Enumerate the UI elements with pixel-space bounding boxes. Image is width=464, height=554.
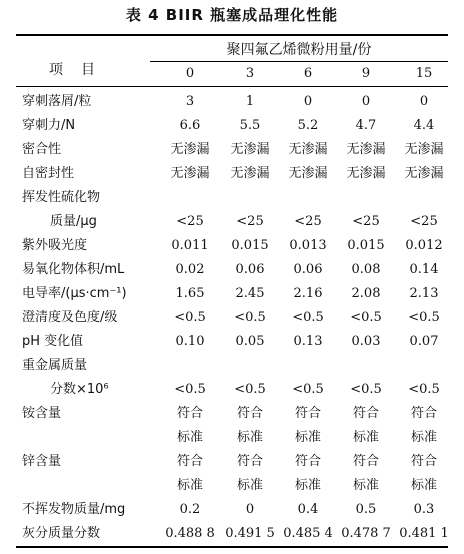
cell-value: <25 [294, 214, 322, 229]
cell-value: 0.03 [351, 334, 381, 349]
cell-value: 1.65 [175, 286, 205, 301]
cell-value: 符合 [294, 406, 321, 421]
table-row [16, 378, 448, 402]
cell-value: 标准 [294, 478, 321, 493]
cell-value: 0 [303, 94, 313, 109]
row-label: 电导率/(μs·cm⁻¹) [22, 286, 127, 301]
header-level: 9 [361, 66, 371, 81]
cell-value: <25 [176, 214, 204, 229]
header-level: 15 [415, 66, 433, 81]
row-label: 铵含量 [22, 406, 62, 421]
cell-value: 符合 [236, 454, 263, 469]
header-levels-row [16, 62, 448, 86]
cell-value: 符合 [176, 406, 203, 421]
cell-value [220, 186, 280, 210]
table-row [16, 258, 448, 282]
cell-value: 符合 [410, 406, 437, 421]
row-label: 重金属质量 [22, 358, 88, 373]
cell-value: 无渗漏 [288, 142, 328, 157]
cell-value: 0.015 [347, 238, 385, 253]
cell-value: 5.5 [239, 118, 261, 133]
table-row [16, 474, 448, 498]
cell-value: 0.02 [175, 262, 205, 277]
cell-value: 0.013 [289, 238, 327, 253]
cell-value: 无渗漏 [346, 142, 386, 157]
cell-value: 2.13 [409, 286, 439, 301]
header-level: 6 [303, 66, 313, 81]
row-label: 穿刺落屑/粒 [22, 94, 92, 109]
table-row [16, 186, 448, 210]
cell-value: 标准 [410, 478, 437, 493]
cell-value: 0.05 [235, 334, 265, 349]
row-label: 分数×10⁶ [50, 382, 109, 397]
cell-value [278, 186, 338, 210]
table-row [16, 90, 448, 114]
row-label: 锌含量 [22, 454, 62, 469]
row-label: 不挥发物质量/mg [22, 502, 126, 517]
cell-value: <0.5 [350, 382, 382, 397]
cell-value: 5.2 [297, 118, 319, 133]
cell-value [394, 186, 454, 210]
row-label: pH 变化值 [22, 334, 84, 349]
cell-value: 无渗漏 [404, 142, 444, 157]
cell-value: 0.06 [235, 262, 265, 277]
cell-value: 0.07 [409, 334, 439, 349]
cell-value: 2.45 [235, 286, 265, 301]
table-caption: 表 4 BIIR 瓶塞成品理化性能 [125, 6, 339, 24]
table-row [16, 138, 448, 162]
cell-value: <25 [236, 214, 264, 229]
table-row [16, 354, 448, 378]
cell-value: 标准 [176, 430, 203, 445]
cell-value: 0.015 [231, 238, 269, 253]
cell-value [336, 354, 396, 378]
cell-value: 标准 [352, 478, 379, 493]
cell-value: <0.5 [292, 382, 324, 397]
top-rule [16, 34, 448, 36]
cell-value: 0.481 1 [399, 526, 449, 541]
cell-value: 符合 [176, 454, 203, 469]
header-project: 项目 [49, 62, 113, 78]
cell-value [160, 354, 220, 378]
table-row [16, 162, 448, 186]
cell-value: 0.08 [351, 262, 381, 277]
cell-value: <25 [410, 214, 438, 229]
cell-value: 0.485 4 [283, 526, 333, 541]
cell-value: 符合 [236, 406, 263, 421]
table-row [16, 330, 448, 354]
cell-value: 1 [245, 94, 255, 109]
row-label: 澄清度及色度/级 [22, 310, 118, 325]
cell-value: 0.2 [179, 502, 201, 517]
row-label: 质量/μg [50, 214, 97, 229]
cell-value: 0.488 8 [165, 526, 215, 541]
cell-value: 0.4 [297, 502, 319, 517]
row-label: 挥发性硫化物 [22, 190, 101, 205]
cell-value: 无渗漏 [288, 166, 328, 181]
table-row [16, 114, 448, 138]
table-row [16, 426, 448, 450]
table-row [16, 306, 448, 330]
cell-value: <0.5 [174, 382, 206, 397]
table-row [16, 234, 448, 258]
cell-value: 符合 [294, 454, 321, 469]
bottom-rule [16, 546, 448, 548]
cell-value: 0.06 [293, 262, 323, 277]
cell-value: 无渗漏 [170, 142, 210, 157]
cell-value: 标准 [410, 430, 437, 445]
cell-value: 0.13 [293, 334, 323, 349]
cell-value: <0.5 [292, 310, 324, 325]
row-label: 穿刺力/N [22, 118, 76, 133]
cell-value: 符合 [352, 454, 379, 469]
table-row [16, 450, 448, 474]
cell-value: 0.14 [409, 262, 439, 277]
cell-value: 符合 [410, 454, 437, 469]
cell-value: 0.5 [355, 502, 377, 517]
cell-value: 标准 [294, 430, 321, 445]
cell-value: 无渗漏 [230, 142, 270, 157]
cell-value: 标准 [176, 478, 203, 493]
cell-value: <0.5 [234, 382, 266, 397]
table-row [16, 282, 448, 306]
cell-value: 0.478 7 [341, 526, 391, 541]
cell-value: 2.16 [293, 286, 323, 301]
header-level: 3 [245, 66, 255, 81]
cell-value: 3 [185, 94, 195, 109]
cell-value [160, 186, 220, 210]
cell-value: <0.5 [174, 310, 206, 325]
cell-value: 4.4 [413, 118, 435, 133]
cell-value: <0.5 [408, 382, 440, 397]
row-label: 自密封性 [22, 166, 75, 181]
cell-value [278, 354, 338, 378]
table-row [16, 522, 448, 546]
row-label: 易氧化物体积/mL [22, 262, 125, 277]
cell-value: 符合 [352, 406, 379, 421]
cell-value: 0 [245, 502, 255, 517]
cell-value: 4.7 [355, 118, 377, 133]
cell-value: <0.5 [408, 310, 440, 325]
header-rule [16, 86, 448, 87]
cell-value: <0.5 [234, 310, 266, 325]
cell-value: 0.012 [405, 238, 443, 253]
cell-value: 无渗漏 [170, 166, 210, 181]
header-level: 0 [185, 66, 195, 81]
cell-value: 0.10 [175, 334, 205, 349]
cell-value: <25 [352, 214, 380, 229]
cell-value: 0.011 [171, 238, 209, 253]
row-label: 紫外吸光度 [22, 238, 88, 253]
table-row [16, 210, 448, 234]
cell-value: 无渗漏 [230, 166, 270, 181]
table-row [16, 402, 448, 426]
cell-value [394, 354, 454, 378]
cell-value [220, 354, 280, 378]
cell-value [336, 186, 396, 210]
cell-value: 0 [361, 94, 371, 109]
cell-value: 标准 [352, 430, 379, 445]
cell-value: <0.5 [350, 310, 382, 325]
table-row [16, 498, 448, 522]
header-dosage: 聚四氟乙烯微粉用量/份 [226, 42, 372, 58]
row-label: 灰分质量分数 [22, 526, 101, 541]
cell-value: 6.6 [179, 118, 201, 133]
cell-value: 0 [419, 94, 429, 109]
cell-value: 无渗漏 [346, 166, 386, 181]
cell-value: 无渗漏 [404, 166, 444, 181]
cell-value: 标准 [236, 430, 263, 445]
cell-value: 标准 [236, 478, 263, 493]
cell-value: 0.491 5 [225, 526, 275, 541]
cell-value: 2.08 [351, 286, 381, 301]
row-label: 密合性 [22, 142, 62, 157]
cell-value: 0.3 [413, 502, 435, 517]
